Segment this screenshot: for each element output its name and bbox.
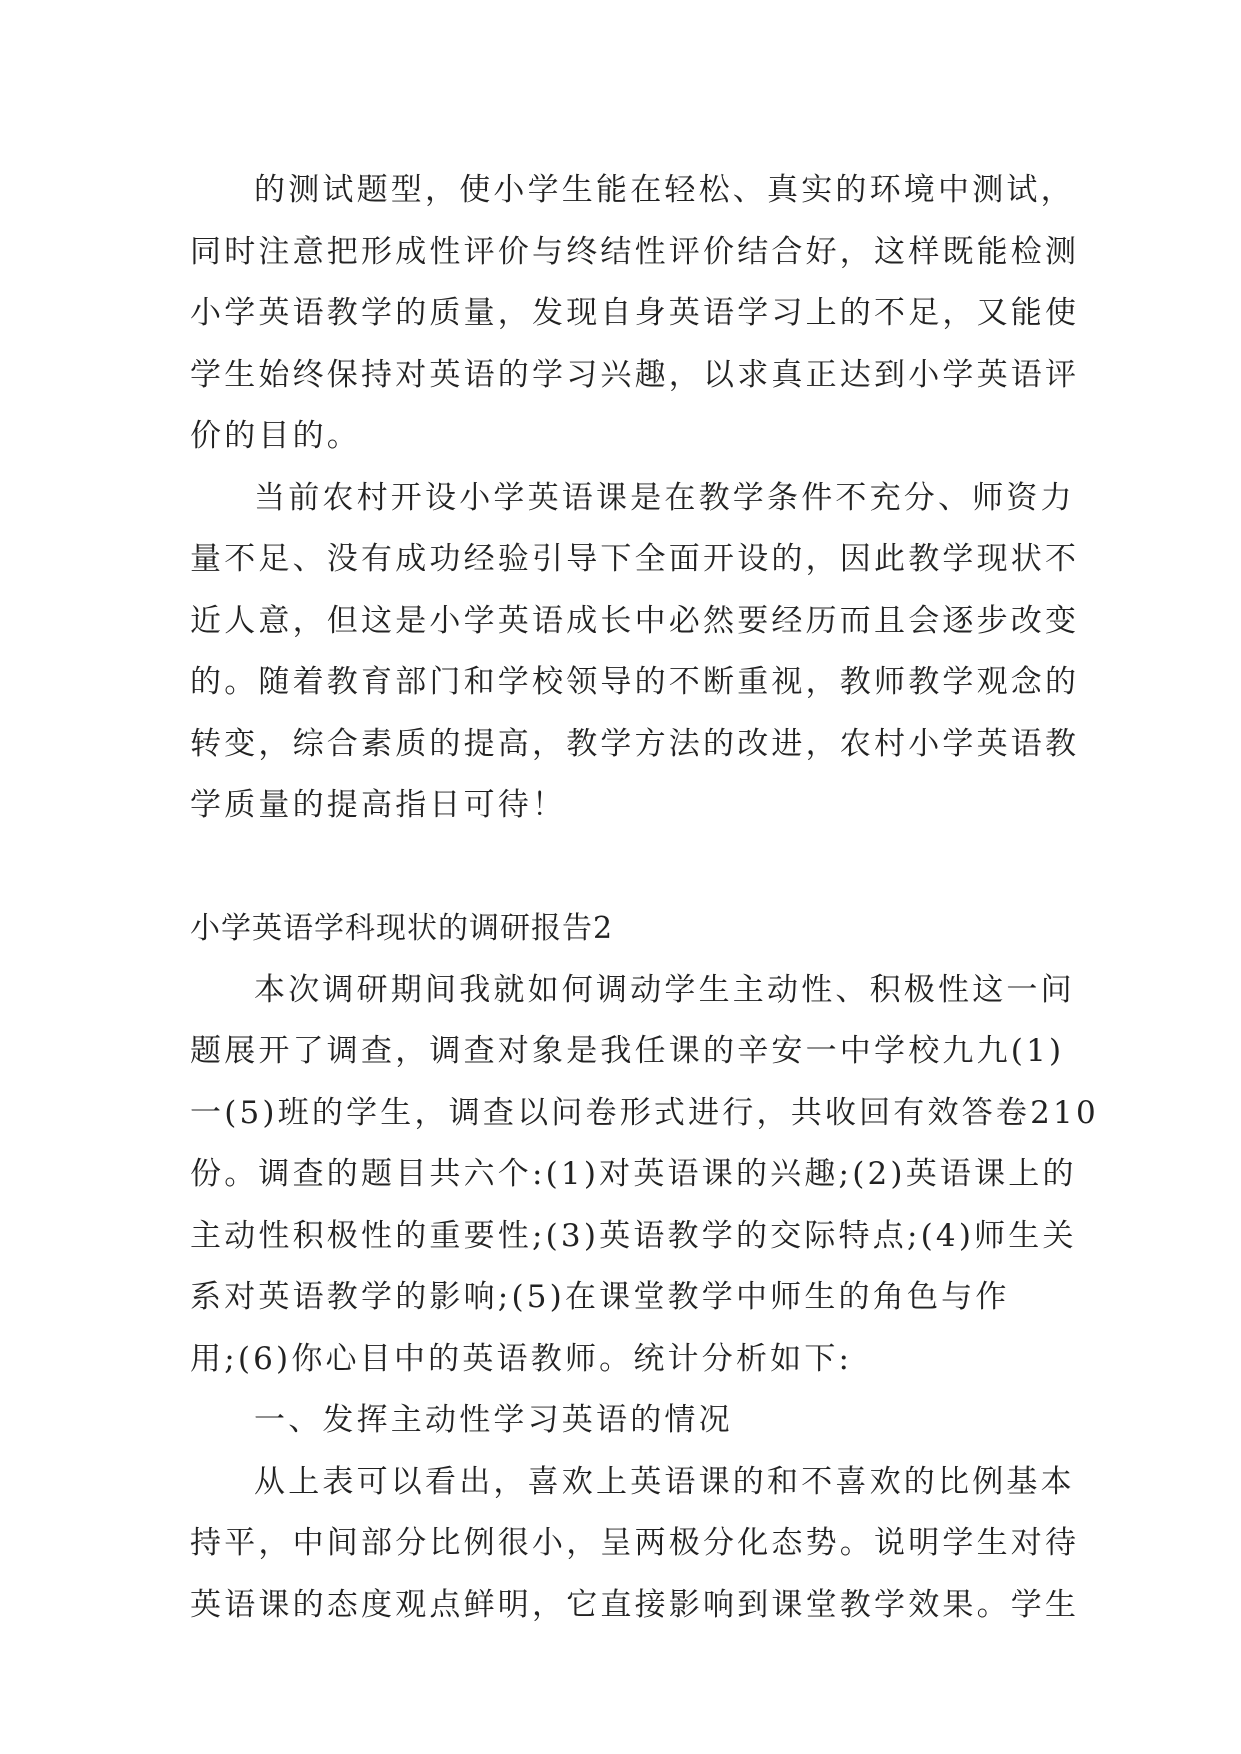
blank-line [190, 837, 1050, 899]
text-line: 当前农村开设小学英语课是在教学条件不充分、师资力 [254, 479, 1075, 516]
text-line: 从上表可以看出，喜欢上英语课的和不喜欢的比例基本 [254, 1463, 1075, 1500]
text-line: 小学英语教学的质量，发现自身英语学习上的不足，又能使 [190, 295, 1080, 331]
text-line: 题展开了调查，调查对象是我任课的辛安一中学校九九(1) [190, 1033, 1065, 1069]
text-line: 价的目的。 [190, 418, 361, 454]
text-line: 学质量的提高指日可待！ [190, 787, 567, 823]
text-line: 学生始终保持对英语的学习兴趣，以求真正达到小学英语评 [190, 356, 1080, 393]
text-line: 用;(6)你心目中的英语教师。统计分析如下: [190, 1340, 853, 1377]
paragraph-rural-english [190, 468, 1080, 837]
text-line: 一(5)班的学生，调查以问卷形式进行，共收回有效答卷210 [190, 1094, 1099, 1131]
text-line: 英语课的态度观点鲜明，它直接影响到课堂教学效果。学生 [190, 1586, 1080, 1623]
text-line: 持平，中间部分比例很小，呈两极分化态势。说明学生对待 [190, 1525, 1080, 1561]
document-page [190, 160, 1099, 1636]
paragraph-analysis [190, 1452, 1080, 1637]
text-line: 转变，综合素质的提高，教学方法的改进，农村小学英语教 [190, 725, 1080, 762]
paragraph-continuation [190, 160, 1080, 468]
text-line: 量不足、没有成功经验引导下全面开设的，因此教学现状不 [190, 541, 1080, 577]
text-line: 本次调研期间我就如何调动学生主动性、积极性这一问 [254, 971, 1075, 1008]
text-line: 的测试题型，使小学生能在轻松、真实的环境中测试， [254, 172, 1075, 208]
subsection-heading [190, 1390, 1050, 1452]
text-line: 份。调查的题目共六个:(1)对英语课的兴趣;(2)英语课上的 [190, 1156, 1077, 1192]
text-line: 一、发挥主动性学习英语的情况 [254, 1402, 733, 1438]
text-line: 近人意，但这是小学英语成长中必然要经历而且会逐步改变 [190, 602, 1080, 639]
paragraph-survey [190, 960, 1099, 1391]
text-line: 同时注意把形成性评价与终结性评价结合好，这样既能检测 [190, 233, 1080, 270]
text-line: 的。随着教育部门和学校领导的不断重视，教师教学观念的 [190, 664, 1080, 700]
text-line: 主动性积极性的重要性;(3)英语教学的交际特点;(4)师生关 [190, 1217, 1077, 1254]
section-title: 小学英语学科现状的调研报告2 [190, 911, 614, 946]
text-line: 系对英语教学的影响;(5)在课堂教学中师生的角色与作 [190, 1279, 1010, 1315]
